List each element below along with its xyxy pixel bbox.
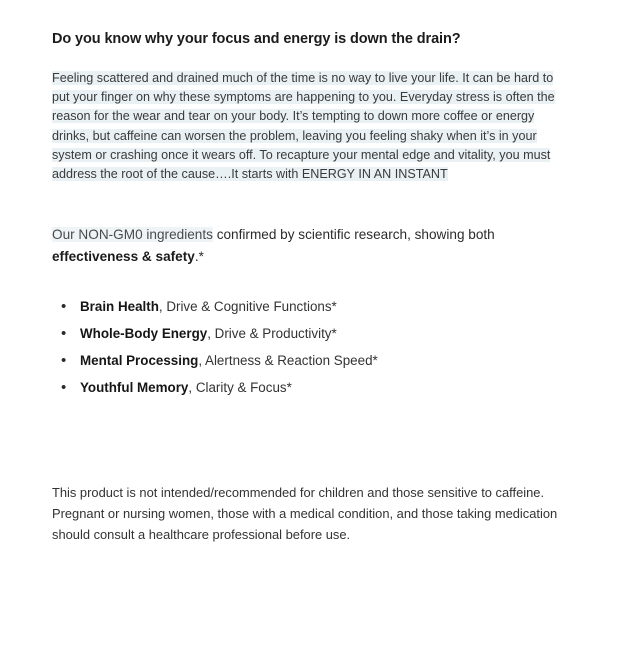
list-item [52, 300, 574, 315]
benefit-rest: , Alertness & Reaction Speed* [198, 352, 378, 368]
claim-highlight: Our NON-GM0 ingredients [52, 227, 213, 243]
benefits-list [52, 300, 574, 395]
list-item [52, 327, 574, 342]
intro-paragraph [52, 69, 574, 185]
list-item [52, 354, 574, 369]
benefit-lead: Youthful Memory [80, 379, 189, 395]
benefit-rest: , Drive & Cognitive Functions* [158, 299, 337, 315]
benefit-lead: Mental Processing [80, 352, 199, 368]
benefit-lead: Brain Health [80, 299, 159, 315]
ingredients-claim [52, 224, 522, 268]
claim-mid: confirmed by scientific research, showing both [212, 227, 495, 243]
page-title: Do you know why your focus and energy is down the drain? [52, 31, 461, 47]
benefit-lead: Whole-Body Energy [80, 326, 208, 342]
intro-text: Feeling scattered and drained much of the time is no way to live your life. It can be hard to put your finger on why these symptoms are happening to you. Everyday stress is often the reason for the wear and tear on your body. It’s tempting to down more coffee or energy drinks, but caffeine can worsen the problem, leaving you feeling shaky when it’s in your system or crashing once it wears off. To recapture your mental edge and vitality, you must address the root of the cause….It starts with ENERGY IN AN INSTANT [52, 70, 555, 182]
claim-tail: .* [194, 249, 204, 265]
disclaimer-paragraph: This product is not intended/recommended for children and those sensitive to caffeine. Pregnant or nursing women, those with a medical condition, and those taking medication should consult a healthcare professional before use. [52, 485, 558, 543]
benefit-rest: , Clarity & Focus* [188, 379, 292, 395]
spacer [52, 184, 574, 224]
list-item [52, 381, 574, 396]
benefit-rest: , Drive & Productivity* [207, 326, 337, 342]
claim-bold: effectiveness & safety [52, 249, 195, 265]
